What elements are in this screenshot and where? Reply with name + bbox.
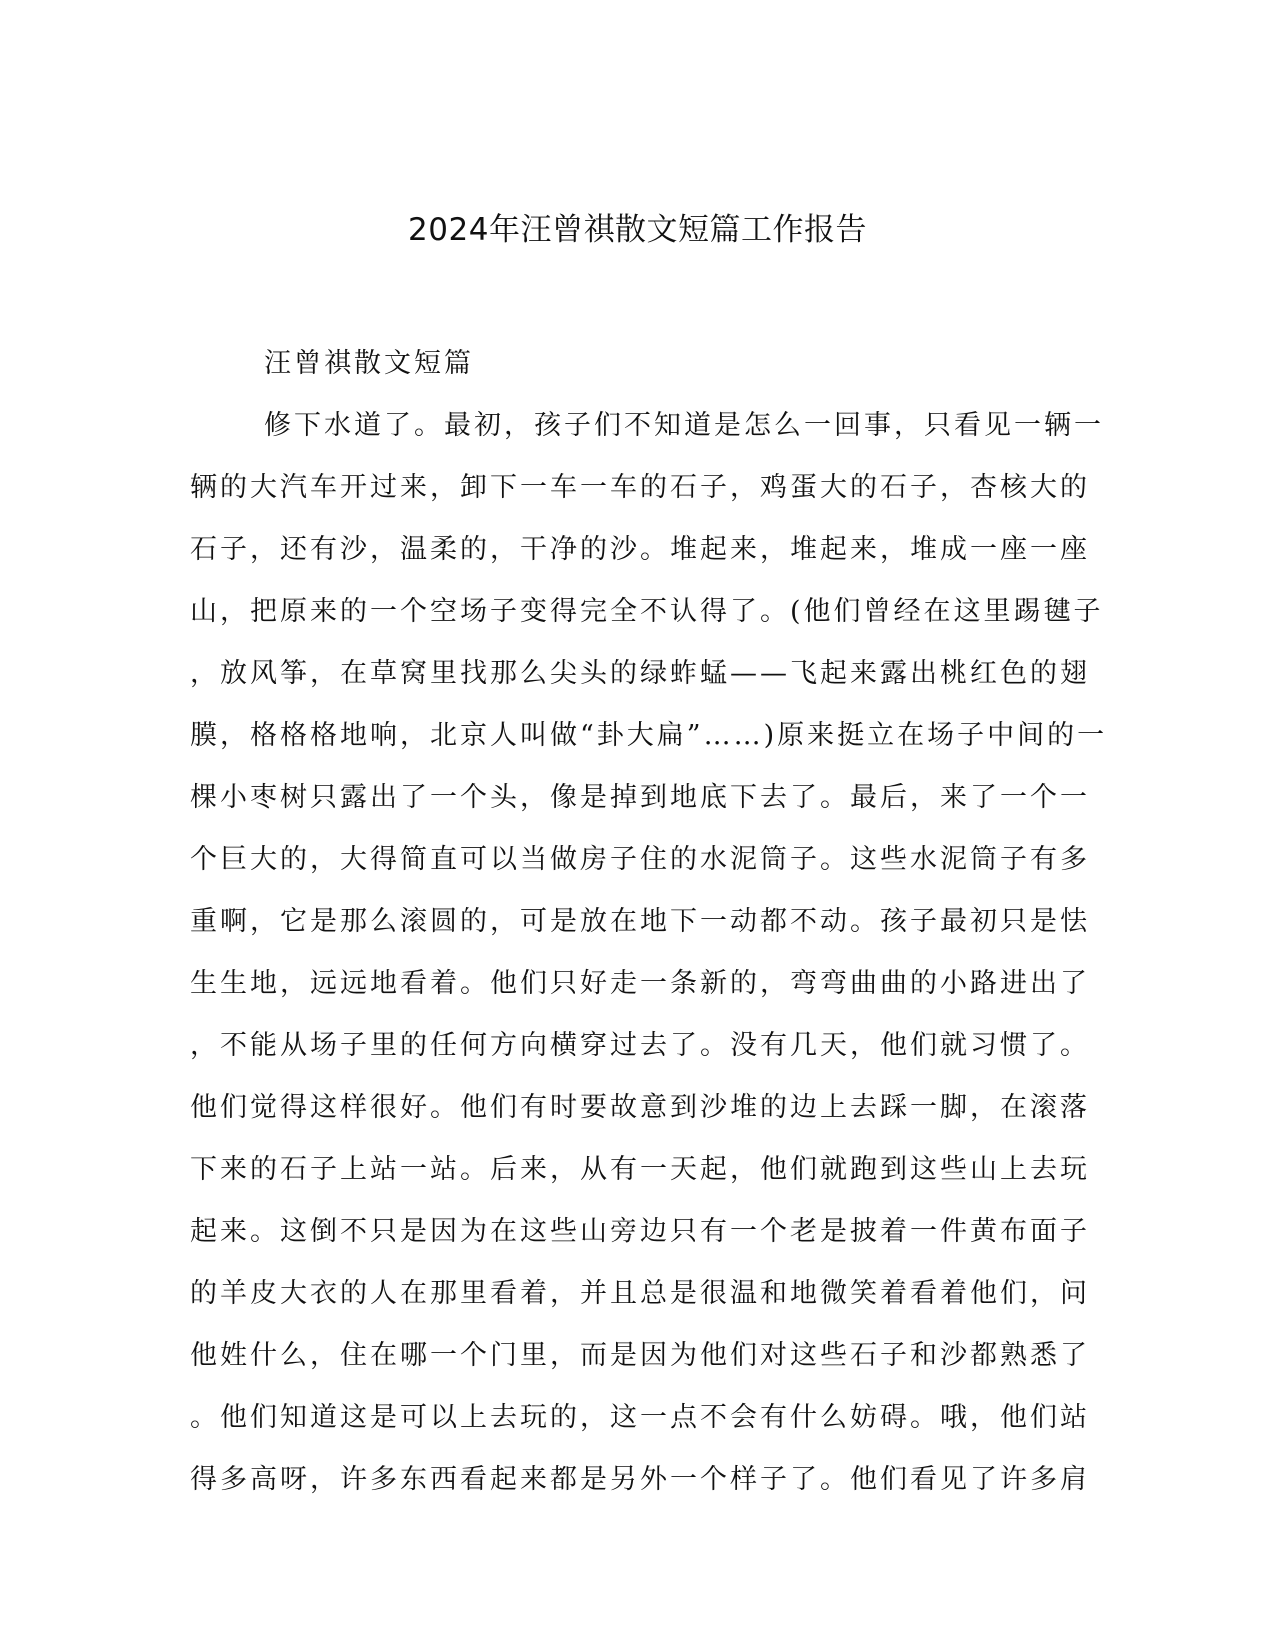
document-title: 2024年汪曾祺散文短篇工作报告	[408, 212, 867, 248]
paragraph-line: 修下水道了。最初，孩子们不知道是怎么一回事，只看见一辆一	[264, 410, 1104, 441]
paragraph-line: 他们觉得这样很好。他们有时要故意到沙堆的边上去踩一脚，在滚落	[190, 1092, 1090, 1123]
section-subtitle: 汪曾祺散文短篇	[264, 348, 474, 379]
paragraph-line: 他姓什么，住在哪一个门里，而是因为他们对这些石子和沙都熟悉了	[190, 1340, 1090, 1371]
paragraph-line: 辆的大汽车开过来，卸下一车一车的石子，鸡蛋大的石子，杏核大的	[190, 472, 1090, 503]
paragraph-line: 。他们知道这是可以上去玩的，这一点不会有什么妨碍。哦，他们站	[190, 1402, 1090, 1433]
paragraph-line: 山，把原来的一个空场子变得完全不认得了。(他们曾经在这里踢毽子	[190, 596, 1104, 627]
paragraph-line: 起来。这倒不只是因为在这些山旁边只有一个老是披着一件黄布面子	[190, 1216, 1090, 1247]
document-body	[190, 333, 1108, 1511]
paragraph-line: ，放风筝，在草窝里找那么尖头的绿蚱蜢——飞起来露出桃红色的翅	[190, 658, 1090, 689]
paragraph-line: ，不能从场子里的任何方向横穿过去了。没有几天，他们就习惯了。	[190, 1030, 1090, 1061]
paragraph-line: 得多高呀，许多东西看起来都是另外一个样子了。他们看见了许多肩	[190, 1464, 1090, 1495]
paragraph-line: 的羊皮大衣的人在那里看着，并且总是很温和地微笑着看着他们，问	[190, 1278, 1090, 1309]
paragraph-line: 棵小枣树只露出了一个头，像是掉到地底下去了。最后，来了一个一	[190, 782, 1090, 813]
paragraph-line: 石子，还有沙，温柔的，干净的沙。堆起来，堆起来，堆成一座一座	[190, 534, 1090, 565]
paragraph-line: 膜，格格格地响，北京人叫做“卦大扁”……)原来挺立在场子中间的一	[190, 720, 1108, 751]
paragraph-line: 下来的石子上站一站。后来，从有一天起，他们就跑到这些山上去玩	[190, 1154, 1090, 1185]
paragraph-line: 个巨大的，大得简直可以当做房子住的水泥筒子。这些水泥筒子有多	[190, 844, 1090, 875]
paragraph-line: 生生地，远远地看着。他们只好走一条新的，弯弯曲曲的小路进出了	[190, 968, 1090, 999]
paragraph-line: 重啊，它是那么滚圆的，可是放在地下一动都不动。孩子最初只是怯	[190, 906, 1090, 937]
